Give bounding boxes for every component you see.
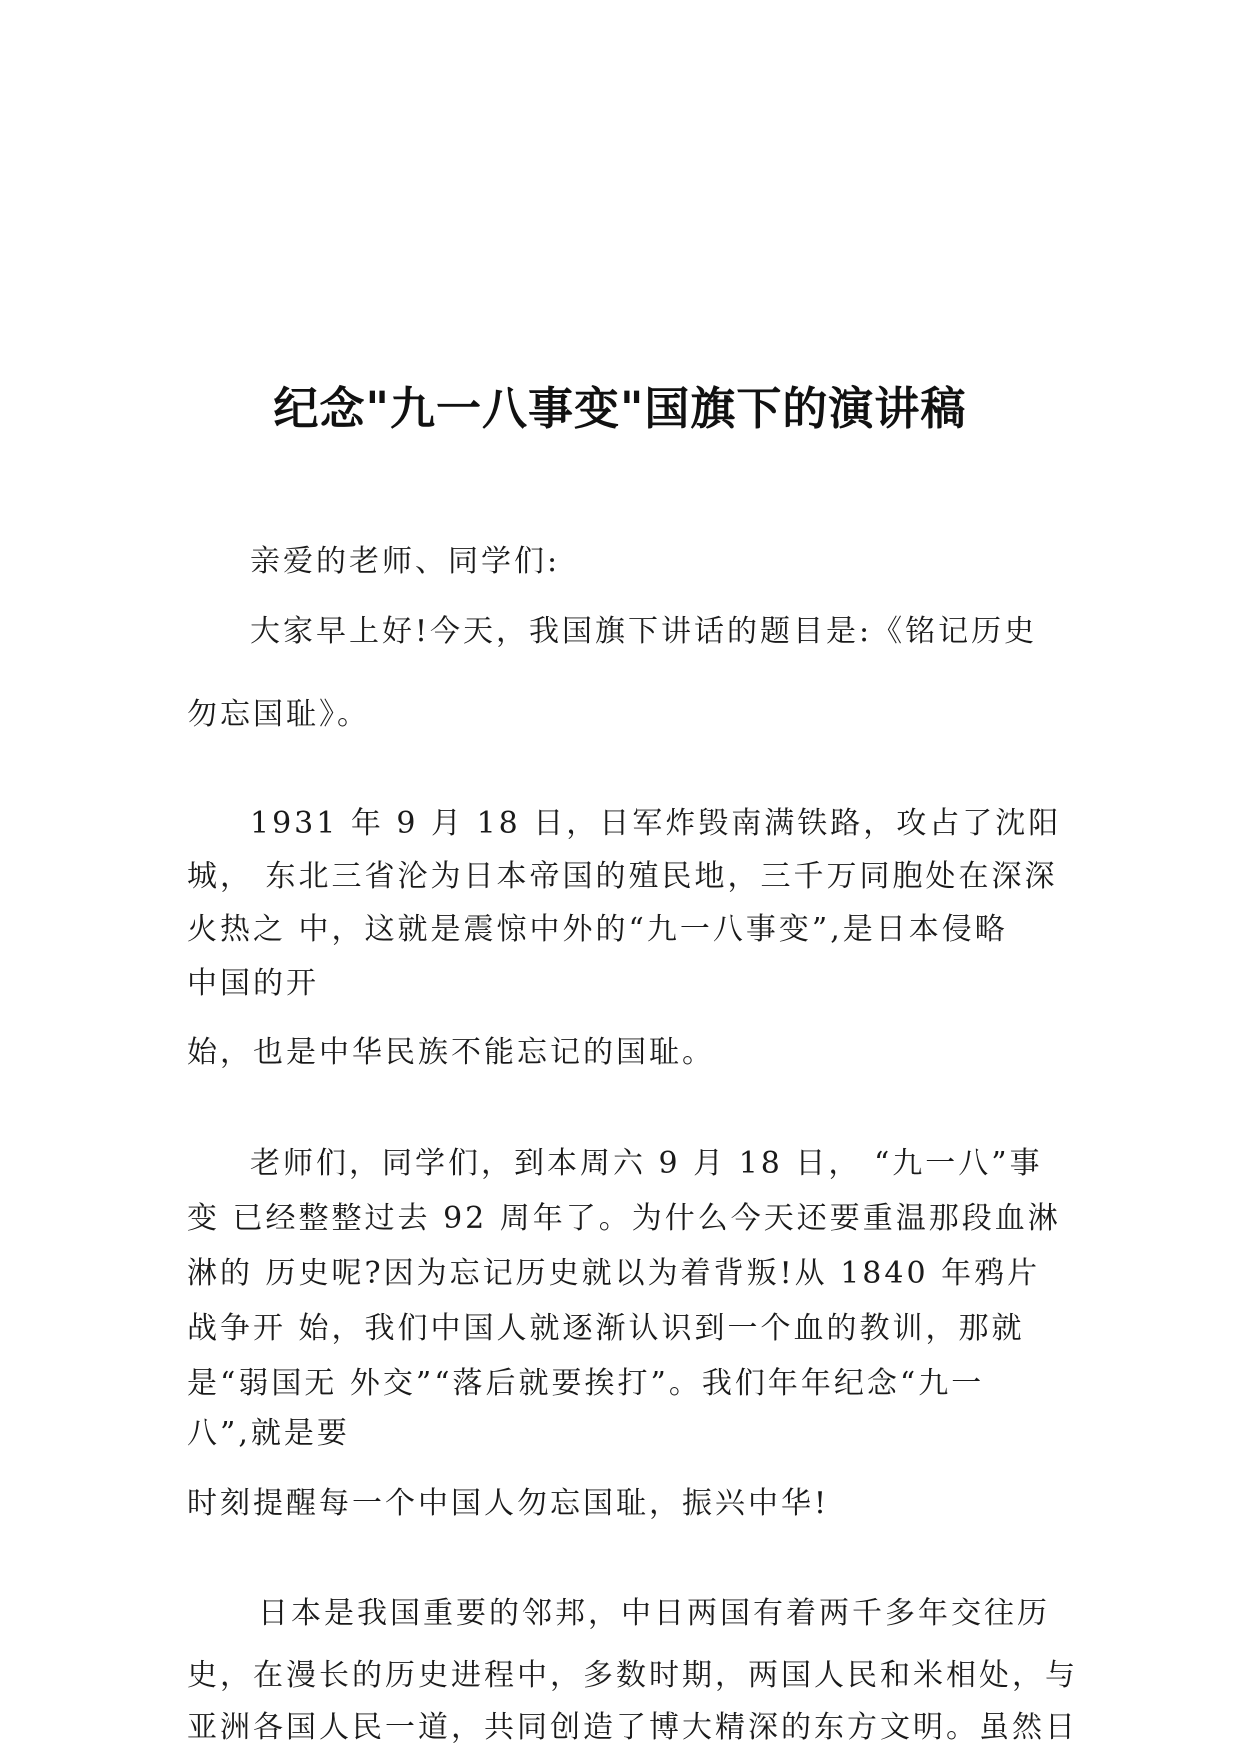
- body-line: 日本是我国重要的邻邦，中日两国有着两千多年交往历: [258, 1596, 1050, 1631]
- body-line: 变 已经整整过去 92 周年了。为什么今天还要重温那段血淋: [187, 1201, 1061, 1236]
- salutation-line: 亲爱的老师、同学们:: [250, 544, 561, 579]
- body-line: 战争开 始，我们中国人就逐渐认识到一个血的教训，那就: [187, 1311, 1025, 1346]
- body-line: 史，在漫长的历史进程中，多数时期，两国人民和米相处，与: [187, 1658, 1078, 1693]
- body-line: 勿忘国耻》。: [187, 697, 370, 732]
- body-line: 时刻提醒每一个中国人勿忘国耻，振兴中华!: [187, 1486, 830, 1521]
- body-line: 老师们，同学们，到本周六 9 月 18 日， “九一八”事: [250, 1146, 1043, 1181]
- body-line: 大家早上好!今天，我国旗下讲话的题目是:《铭记历史: [250, 614, 1038, 649]
- body-line: 1931 年 9 月 18 日，日军炸毁南满铁路，攻占了沈阳: [250, 806, 1062, 841]
- document-title: 纪念"九一八事变"国旗下的演讲稿: [273, 382, 967, 435]
- body-line: 亚洲各国人民一道，共同创造了博大精深的东方文明。虽然日: [187, 1710, 1078, 1745]
- body-line: 始，也是中华民族不能忘记的国耻。: [187, 1035, 715, 1070]
- body-line: 八”,就是要: [187, 1416, 350, 1451]
- body-line: 中国的开: [187, 966, 319, 1001]
- body-line: 是“弱国无 外交”“落后就要挨打”。我们年年纪念“九一: [187, 1366, 985, 1401]
- body-line: 淋的 历史呢?因为忘记历史就以为着背叛!从 1840 年鸦片: [187, 1256, 1041, 1291]
- body-line: 城， 东北三省沦为日本帝国的殖民地，三千万同胞处在深深: [187, 859, 1058, 894]
- body-line: 火热之 中，这就是震惊中外的“九一八事变”,是日本侵略: [187, 912, 1008, 947]
